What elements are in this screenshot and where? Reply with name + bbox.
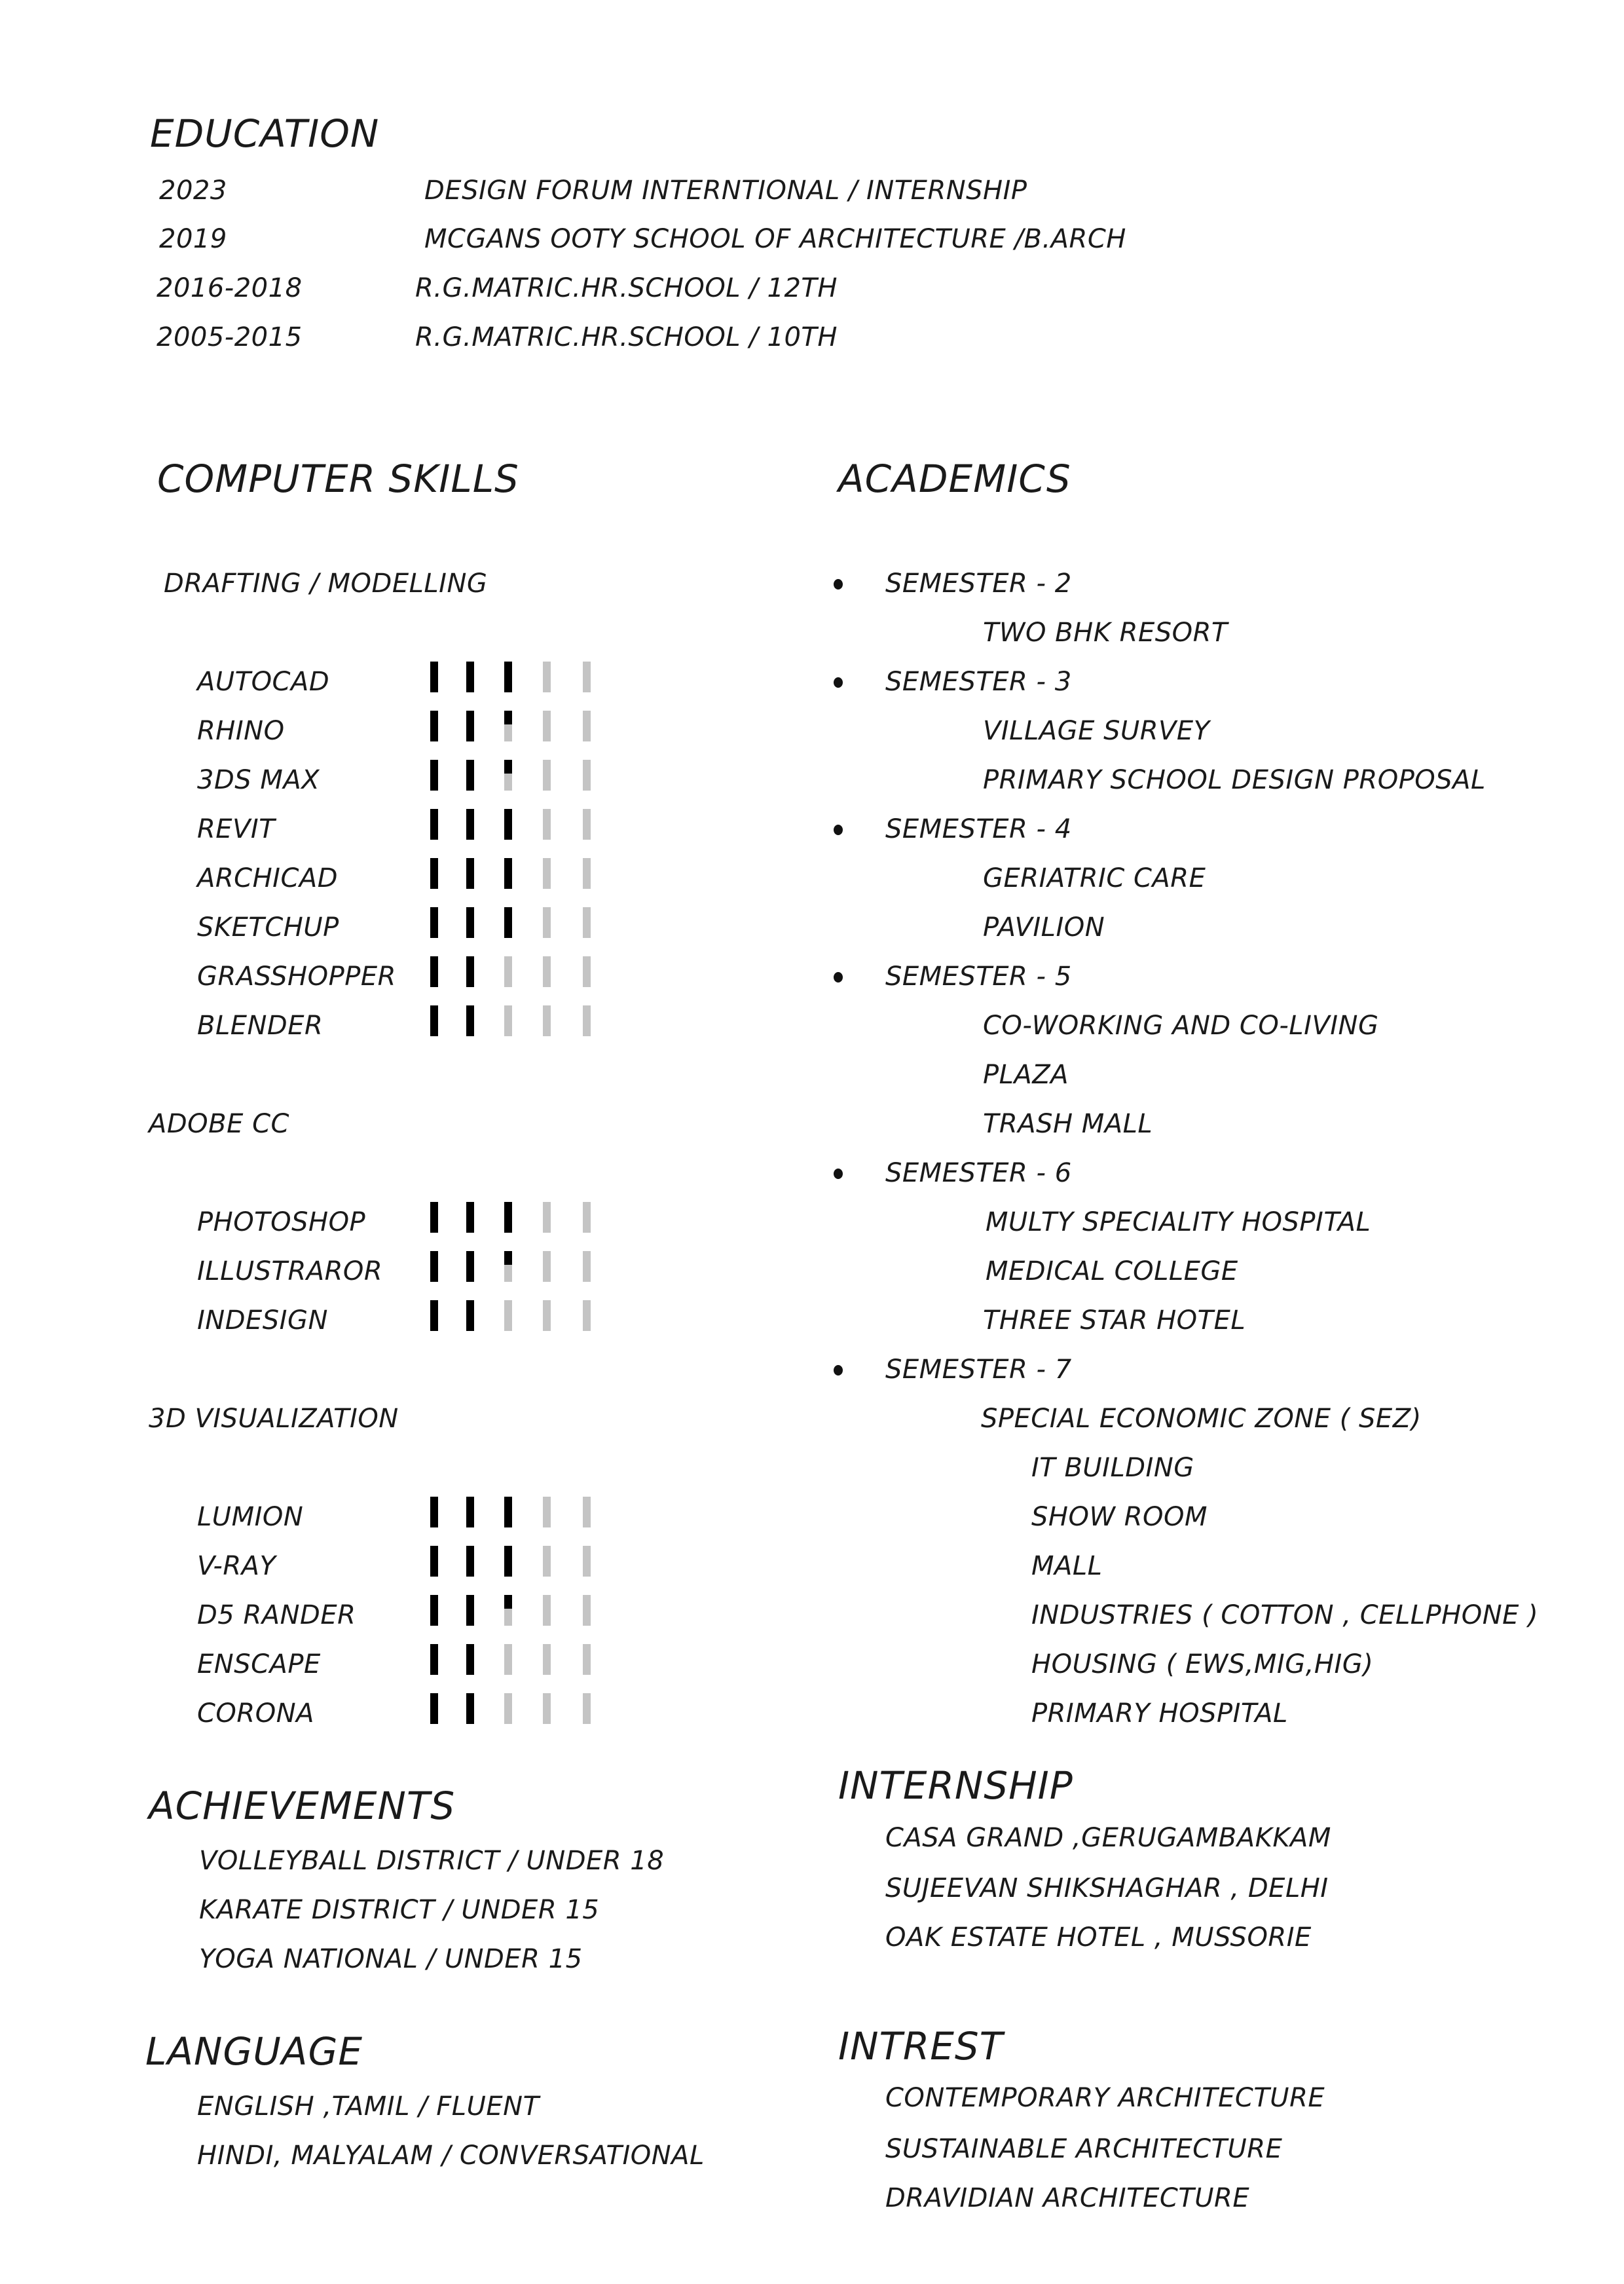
education-title: EDUCATION <box>150 111 380 156</box>
project-item: PRIMARY SCHOOL DESIGN PROPOSAL <box>983 765 1486 795</box>
skill-level-bar <box>466 907 474 938</box>
skill-level-bar <box>430 1005 438 1036</box>
skill-level-bar <box>504 1497 512 1527</box>
skill-level-bar <box>583 1644 591 1675</box>
semester-label: SEMESTER - 3 <box>885 667 1072 697</box>
achievement-item: KARATE DISTRICT / UNDER 15 <box>199 1895 600 1925</box>
skill-level-bar <box>504 1202 512 1233</box>
education-detail: MCGANS OOTY SCHOOL OF ARCHITECTURE /B.ARCH <box>424 224 1126 254</box>
skill-level-bar <box>583 1300 591 1331</box>
internship-title: INTERNSHIP <box>838 1763 1073 1808</box>
skill-level-bar <box>583 1497 591 1527</box>
project-item: VILLAGE SURVEY <box>983 716 1210 746</box>
skill-name: RHINO <box>197 716 285 746</box>
skill-name: ARCHICAD <box>197 863 339 893</box>
skill-level-bar <box>430 1251 438 1282</box>
skill-level-bar <box>543 760 551 791</box>
semester-label: SEMESTER - 5 <box>885 962 1072 992</box>
education-detail: R.G.MATRIC.HR.SCHOOL / 10TH <box>415 322 838 352</box>
skill-name: ILLUSTRAROR <box>197 1256 383 1286</box>
skill-level-bar <box>504 711 512 741</box>
achievement-item: VOLLEYBALL DISTRICT / UNDER 18 <box>199 1846 665 1876</box>
project-item: CO-WORKING AND CO-LIVING <box>983 1011 1379 1041</box>
skill-level-bar <box>430 1693 438 1724</box>
skill-name: AUTOCAD <box>197 667 330 697</box>
education-year: 2023 <box>159 176 227 206</box>
skill-level-bar <box>466 1595 474 1626</box>
skill-level-bar <box>466 760 474 791</box>
subproject-item: HOUSING ( EWS,MIG,HIG) <box>1031 1649 1374 1679</box>
subproject-item: IT BUILDING <box>1031 1453 1194 1483</box>
project-item: THREE STAR HOTEL <box>983 1305 1246 1336</box>
skill-name: LUMION <box>197 1502 304 1532</box>
skill-level-bar <box>543 1644 551 1675</box>
skill-level-bar <box>430 1644 438 1675</box>
skill-level-bar <box>430 1300 438 1331</box>
skill-level-bar <box>583 760 591 791</box>
skill-level-bar <box>504 907 512 938</box>
semester-label: SEMESTER - 7 <box>885 1355 1072 1385</box>
education-year: 2005-2015 <box>157 322 303 352</box>
language-title: LANGUAGE <box>145 2029 363 2074</box>
skill-name: INDESIGN <box>197 1305 328 1336</box>
skill-group-label: DRAFTING / MODELLING <box>164 569 488 599</box>
academics-title: ACADEMICS <box>838 457 1071 501</box>
skill-level-bar <box>543 1251 551 1282</box>
skill-level-bar <box>583 1202 591 1233</box>
achievements-title: ACHIEVEMENTS <box>149 1784 456 1828</box>
skill-name: BLENDER <box>197 1011 323 1041</box>
bullet-icon <box>834 1169 843 1179</box>
skill-level-bar <box>430 1202 438 1233</box>
skill-level-bar <box>466 1693 474 1724</box>
skill-level-bar <box>543 1693 551 1724</box>
skill-level-bar <box>543 711 551 741</box>
subproject-item: SHOW ROOM <box>1031 1502 1208 1532</box>
skill-level-bar <box>466 858 474 889</box>
skill-level-bar <box>583 662 591 692</box>
project-item: MULTY SPECIALITY HOSPITAL <box>986 1207 1371 1237</box>
interest-item: CONTEMPORARY ARCHITECTURE <box>885 2083 1325 2113</box>
skill-level-bar <box>466 662 474 692</box>
skill-name: PHOTOSHOP <box>197 1207 366 1237</box>
skill-level-bar <box>583 907 591 938</box>
skill-level-bar <box>430 1546 438 1577</box>
skill-level-bar <box>466 1300 474 1331</box>
skill-name: D5 RANDER <box>197 1600 356 1630</box>
computer-skills-title: COMPUTER SKILLS <box>157 457 519 501</box>
skill-level-bar <box>504 1251 512 1282</box>
education-detail: R.G.MATRIC.HR.SCHOOL / 12TH <box>415 273 838 303</box>
bullet-icon <box>834 825 843 835</box>
skill-level-bar <box>504 1595 512 1626</box>
project-item: PAVILION <box>983 912 1105 943</box>
skill-level-bar <box>543 1300 551 1331</box>
internship-item: SUJEEVAN SHIKSHAGHAR , DELHI <box>885 1873 1329 1903</box>
skill-level-bar <box>466 809 474 840</box>
skill-name: 3DS MAX <box>197 765 320 795</box>
skill-level-bar <box>583 1251 591 1282</box>
skill-level-bar <box>583 711 591 741</box>
subproject-item: INDUSTRIES ( COTTON , CELLPHONE ) <box>1031 1600 1539 1630</box>
skill-level-bar <box>466 1202 474 1233</box>
skill-group-label: ADOBE CC <box>149 1109 289 1139</box>
education-detail: DESIGN FORUM INTERNTIONAL / INTERNSHIP <box>424 176 1027 206</box>
skill-level-bar <box>583 1693 591 1724</box>
bullet-icon <box>834 677 843 688</box>
skill-level-bar <box>430 956 438 987</box>
skill-level-bar <box>583 956 591 987</box>
skill-level-bar <box>543 1546 551 1577</box>
skill-level-bar <box>583 1595 591 1626</box>
skill-name: V-RAY <box>197 1551 276 1581</box>
skill-level-bar <box>583 1546 591 1577</box>
education-year: 2016-2018 <box>157 273 303 303</box>
skill-group-label: 3D VISUALIZATION <box>149 1404 399 1434</box>
skill-level-bar <box>466 1005 474 1036</box>
subproject-item: MALL <box>1031 1551 1103 1581</box>
skill-level-bar <box>430 809 438 840</box>
education-year: 2019 <box>159 224 227 254</box>
project-item: PLAZA <box>983 1060 1069 1090</box>
skill-level-bar <box>504 809 512 840</box>
language-item: ENGLISH ,TAMIL / FLUENT <box>197 2091 540 2122</box>
skill-level-bar <box>583 809 591 840</box>
skill-level-bar <box>504 1300 512 1331</box>
skill-level-bar <box>543 1005 551 1036</box>
skill-level-bar <box>543 858 551 889</box>
skill-level-bar <box>430 711 438 741</box>
bullet-icon <box>834 972 843 983</box>
project-item: TWO BHK RESORT <box>983 618 1228 648</box>
interest-title: INTREST <box>838 2024 1004 2069</box>
internship-item: OAK ESTATE HOTEL , MUSSORIE <box>885 1922 1312 1953</box>
skill-level-bar <box>466 956 474 987</box>
internship-item: CASA GRAND ,GERUGAMBAKKAM <box>885 1823 1331 1853</box>
bullet-icon <box>834 579 843 590</box>
skill-level-bar <box>430 662 438 692</box>
skill-level-bar <box>504 1546 512 1577</box>
skill-name: GRASSHOPPER <box>197 962 396 992</box>
skill-level-bar <box>430 1595 438 1626</box>
semester-label: SEMESTER - 2 <box>885 569 1072 599</box>
skill-level-bar <box>543 1595 551 1626</box>
skill-name: CORONA <box>197 1698 314 1729</box>
skill-level-bar <box>504 1005 512 1036</box>
language-item: HINDI, MALYALAM / CONVERSATIONAL <box>197 2141 705 2171</box>
skill-level-bar <box>430 907 438 938</box>
project-item: GERIATRIC CARE <box>983 863 1206 893</box>
project-item: MEDICAL COLLEGE <box>986 1256 1238 1286</box>
skill-level-bar <box>504 858 512 889</box>
skill-level-bar <box>543 809 551 840</box>
skill-level-bar <box>583 858 591 889</box>
skill-level-bar <box>466 1644 474 1675</box>
skill-level-bar <box>543 907 551 938</box>
project-item: SPECIAL ECONOMIC ZONE ( SEZ) <box>981 1404 1422 1434</box>
skill-level-bar <box>543 1497 551 1527</box>
semester-label: SEMESTER - 4 <box>885 814 1072 844</box>
skill-level-bar <box>504 760 512 791</box>
skill-name: ENSCAPE <box>197 1649 321 1679</box>
skill-level-bar <box>543 662 551 692</box>
skill-name: REVIT <box>197 814 276 844</box>
skill-level-bar <box>466 711 474 741</box>
skill-level-bar <box>466 1497 474 1527</box>
skill-level-bar <box>504 662 512 692</box>
skill-level-bar <box>466 1251 474 1282</box>
skill-name: SKETCHUP <box>197 912 339 943</box>
interest-item: DRAVIDIAN ARCHITECTURE <box>885 2183 1250 2213</box>
skill-level-bar <box>583 1005 591 1036</box>
skill-level-bar <box>504 956 512 987</box>
skill-level-bar <box>430 760 438 791</box>
skill-level-bar <box>543 956 551 987</box>
skill-level-bar <box>543 1202 551 1233</box>
skill-level-bar <box>430 858 438 889</box>
subproject-item: PRIMARY HOSPITAL <box>1031 1698 1288 1729</box>
skill-level-bar <box>504 1693 512 1724</box>
skill-level-bar <box>466 1546 474 1577</box>
semester-label: SEMESTER - 6 <box>885 1158 1072 1188</box>
interest-item: SUSTAINABLE ARCHITECTURE <box>885 2134 1283 2164</box>
project-item: TRASH MALL <box>983 1109 1153 1139</box>
skill-level-bar <box>504 1644 512 1675</box>
bullet-icon <box>834 1365 843 1376</box>
achievement-item: YOGA NATIONAL / UNDER 15 <box>199 1944 583 1974</box>
skill-level-bar <box>430 1497 438 1527</box>
